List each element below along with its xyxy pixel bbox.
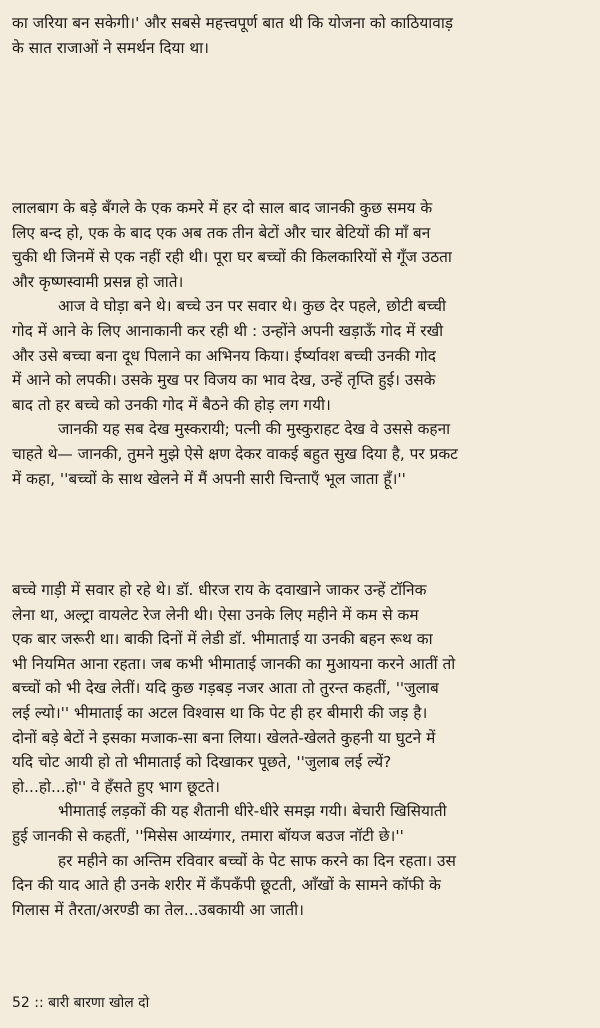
text-line: दोनों बड़े बेटों ने इसका मजाक-सा बना लिया। खेलते-खेलते कुहनी या घुटने में (12, 728, 436, 747)
text-line: आज वे घोड़ा बने थे। बच्चे उन पर सवार थे। कुछ देर पहले, छोटी बच्ची (58, 297, 446, 316)
text-line: यदि चोट आयी हो तो भीमाताई को दिखाकर पूछते, ''जुलाब लई ल्यें? (12, 753, 392, 772)
text-line: भी नियमित आना रहता। जब कभी भीमाताई जानकी का मुआयना करने आतीं तो (12, 654, 456, 673)
text-line: चुकी थी जिनमें से एक नहीं रही थी। पूरा घर बच्चों की किलकारियों से गूँज उठता (12, 248, 452, 267)
text-line: भीमाताई लड़कों की यह शैतानी धीरे-धीरे समझ गयी। बेचारी खिसियाती (58, 802, 447, 821)
text-line: बाद तो हर बच्चे को उनकी गोद में बैठने की होड़ लग गयी। (12, 395, 331, 414)
text-line: का जरिया बन सकेगी।' और सबसे महत्त्वपूर्ण बात थी कि योजना को काठियावाड़ (12, 14, 454, 32)
text-line: और कृष्णस्वामी प्रसन्न हो जाते। (12, 272, 184, 291)
text-line: एक बार जरूरी था। बाकी दिनों में लेडी डॉ. भीमाताई या उनकी बहन रूथ का (12, 630, 433, 649)
text-line: गिलास में तैरता/अरण्डी का तेल...उबकायी आ जाती। (12, 900, 304, 919)
text-line: हो...हो...हो'' वे हँसते हुए भाग छूटते। (12, 777, 220, 796)
text-line: जानकी यह सब देख मुस्करायी; पत्नी की मुस्कुराहट देख वे उससे कहना (58, 420, 451, 439)
paragraph-block-3 (12, 578, 590, 922)
text-line: हर महीने का अन्तिम रविवार बच्चों के पेट साफ करने का दिन रहता। उस (58, 851, 456, 870)
text-line: लेना था, अल्ट्रा वायलेट रेज लेनी थी। ऐसा उनके लिए महीने में कम से कम (12, 605, 419, 624)
text-line: और उसे बच्चा बना दूध पिलाने का अभिनय किया। ईर्ष्यावश बच्ची उनकी गोद (12, 346, 436, 365)
text-line: गोद में आने के लिए आनाकानी कर रही थी : उन्होंने अपनी खड़ाऊँ गोद में रखी (12, 321, 444, 340)
text-line: हुई जानकी से कहतीं, ''मिसेस आय्यंगार, तमारा बॉयज बउज नॉटी छे।'' (12, 826, 404, 845)
text-line: लई ल्यो।'' भीमाताई का अटल विश्वास था कि पेट ही हर बीमारी की जड़ है। (12, 703, 428, 722)
text-line: लालबाग के बड़े बँगले के एक कमरे में हर दो साल बाद जानकी कुछ समय के (12, 199, 433, 217)
text-line: में आने को लपकी। उसके मुख पर विजय का भाव देख, उन्हें तृप्ति हुई। उसके (12, 371, 436, 390)
paragraph-block-2 (12, 196, 590, 491)
text-line: लिए बन्द हो, एक के बाद एक अब तक तीन बेटों और चार बेटियों की माँ बन (12, 223, 431, 242)
text-line: दिन की याद आते ही उनके शरीर में कँपकँपी छूटती, आँखों के सामने कॉफी के (12, 876, 441, 895)
paragraph-block-1 (12, 11, 590, 60)
text-line: चाहते थे— जानकी, तुमने मुझे ऐसे क्षण देकर वाकई बहुत सुख दिया है, पर प्रकट (12, 444, 458, 463)
text-line: बच्चे गाड़ी में सवार हो रहे थे। डॉ. धीरज राय के दवाखाने जाकर उन्हें टॉनिक (12, 581, 427, 599)
text-line: बच्चों को भी देख लेतीं। यदि कुछ गड़बड़ नजर आता तो तुरन्त कहतीं, ''जुलाब (12, 679, 439, 698)
text-line: के सात राजाओं ने समर्थन दिया था। (12, 38, 210, 57)
page-footer: 52 :: बारी बारणा खोल दो (12, 995, 150, 1011)
text-line: में कहा, ''बच्चों के साथ खेलने में मैं अपनी सारी चिन्ताएँ भूल जाता हूँ।'' (12, 469, 406, 488)
